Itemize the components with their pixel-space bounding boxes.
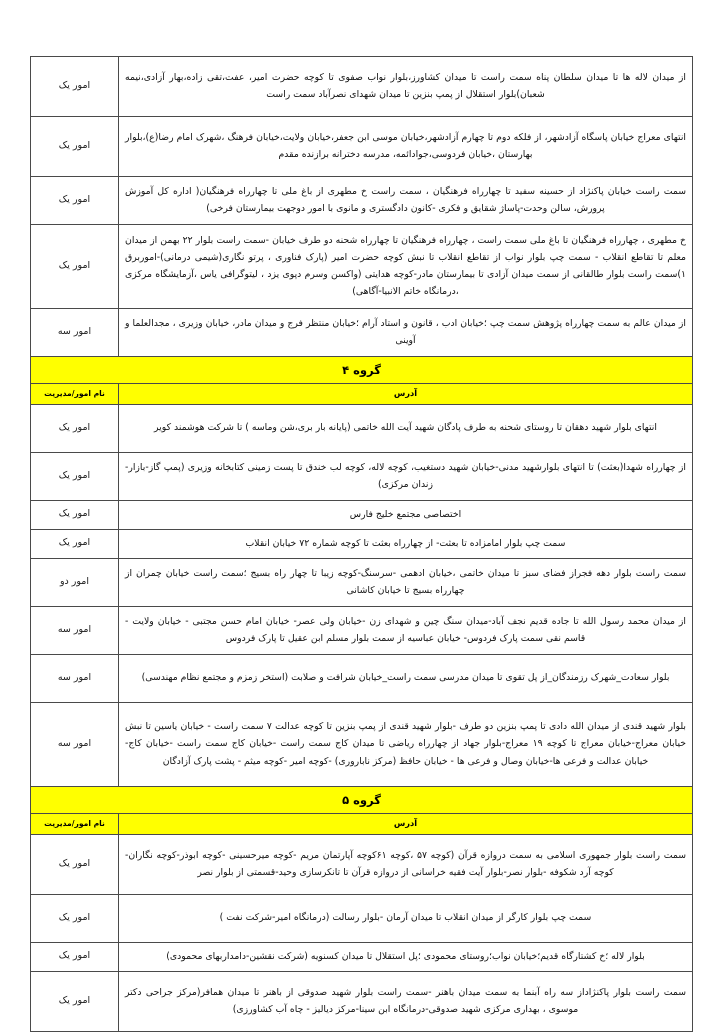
address-cell: اختصاصی مجتمع خلیج فارس [119, 500, 693, 529]
unit-name-cell: امور یک [31, 452, 119, 500]
address-cell: سمت چپ بلوار کارگر از میدان انقلاب تا میدان آرمان -بلوار رسالت (درمانگاه امیر-شرکت نفت ) [119, 894, 693, 942]
group-banner-row [31, 357, 693, 384]
address-cell: سمت راست بلوار پاکنژاداز سه راه آبنما به سمت میدان باهنر -سمت راست بلوار شهید صدوقی از باهنر تا میدان همافر(مرکز جراحی دکتر موسوی ، بهداری مرکزی شهید صدوقی-درمانگاه ابن سینا-مرکز دیالیز - چاه آب کشاورزی) [119, 971, 693, 1031]
address-cell: سمت راست خیابان پاکنژاد از حسینه سفید تا چهارراه فرهنگیان ، سمت راست خ مطهری از باغ ملی تا چهارراه فرهنگیان( اداره کل آموزش پرورش، سالن وحدت-پاساژ شقایق و فکری -کانون دادگستری و مانوی با امور دوجهت بیمارستان فرخی) [119, 177, 693, 225]
table-row [31, 655, 693, 703]
unit-name-cell: امور یک [31, 177, 119, 225]
table-row [31, 703, 693, 787]
address-cell: سمت راست بلوار جمهوری اسلامی به سمت دروازه قرآن (کوچه ۵۷ ،کوچه ۶۱کوچه آپارتمان مریم -کوچه میرحسینی -کوچه ابوذر-کوچه نگاران-کوچه آرد شکوفه -بلوار نصر-بلوار آیت فقیه خراسانی از دروازه قرآن تا تانکرسازی وحید-قسمتی از بلوار نصر [119, 834, 693, 894]
table-row [31, 177, 693, 225]
table-row [31, 309, 693, 357]
address-cell: از میدان عالم به سمت چهارراه پژوهش سمت چپ ؛خیابان ادب ، قانون و استاد آرام ؛خیابان منتظر فرج و میدان مادر، خیابان وزیری ، مجدالعلما و آوینی [119, 309, 693, 357]
address-table-body [31, 57, 693, 1032]
unit-name-cell: امور یک [31, 529, 119, 558]
unit-name-cell: امور سه [31, 703, 119, 787]
table-row [31, 942, 693, 971]
column-header-name: نام امور/مدیریت [31, 384, 119, 405]
unit-name-cell: امور یک [31, 225, 119, 309]
group-banner-row [31, 787, 693, 814]
column-header-row [31, 384, 693, 405]
address-cell: خ مطهری ، چهارراه فرهنگیان تا باغ ملی سمت راست ، چهارراه فرهنگیان تا چهارراه شحنه دو طرف خیابان -سمت راست بلوار ۲۲ بهمن از میدان معلم تا تقاطع انقلاب - سمت چپ بلوار نواب از تقاطع انقلاب تا نبش کوچه حضرت امیر (پارک فناوری ، پرتو نگاری(شیمی درمانی)-اموربرق ۱)سمت راست بلوار طالقانی از سمت میدان آزادی تا بیمارستان مادر-کوچه هدایتی (واکسن وسرم دپوی یزد ، لیتوگرافی یاس ،آزمایشگاه مرکزی ،درمانگاه خاتم الانبیا-آگاهی) [119, 225, 693, 309]
table-row [31, 894, 693, 942]
column-header-address: آدرس [119, 814, 693, 835]
address-cell: انتهای بلوار شهید دهقان تا روستای شحنه به طرف پادگان شهید آیت الله خاتمی (پایانه بار بری،شن وماسه ) تا شرکت هوشمند کویر [119, 404, 693, 452]
address-cell: بلوار سعادت_شهرک رزمندگان_از پل تقوی تا میدان مدرسی سمت راست_خیابان شرافت و صلابت (استخر زمزم و مجتمع نظام مهندسی) [119, 655, 693, 703]
column-header-row [31, 814, 693, 835]
unit-name-cell: امور سه [31, 607, 119, 655]
group-title: گروه ۵ [31, 787, 693, 814]
column-header-name: نام امور/مدیریت [31, 814, 119, 835]
table-row [31, 452, 693, 500]
unit-name-cell: امور یک [31, 500, 119, 529]
table-row [31, 529, 693, 558]
table-row [31, 117, 693, 177]
address-table [30, 56, 693, 1032]
table-row [31, 500, 693, 529]
unit-name-cell: امور یک [31, 57, 119, 117]
unit-name-cell: امور یک [31, 894, 119, 942]
address-cell: از میدان لاله ها تا میدان سلطان پناه سمت راست تا میدان کشاورز،بلوار نواب صفوی تا کوچه حضرت امیر، عفت،تقی زاده،بهار آزادی،نیمه شعبان)بلوار استقلال از پمپ بنزین تا میدان شهدای نصرآباد سمت راست [119, 57, 693, 117]
address-table-container [31, 56, 693, 1032]
table-row [31, 607, 693, 655]
address-cell: از چهارراه شهدا(بعثت) تا انتهای بلوارشهید مدنی-خیابان شهید دستغیب، کوچه لاله، کوچه لب خندق تا پست زمینی کتابخانه وزیری (پمپ گاز-بازار-زندان مرکزی) [119, 452, 693, 500]
address-cell: انتهای معراج خیابان پاسگاه آزادشهر، از فلکه دوم تا چهارم آزادشهر،خیابان موسی ابن جعفر،خیابان ولایت،خیابان فرهنگ ،شهرک امام رضا(ع)،بلوار بهارستان ،خیابان فردوسی،جوادائمه، مدرسه دخترانه برازنده مقدم [119, 117, 693, 177]
address-cell: سمت راست بلوار دهه فجراز فضای سبز تا میدان خاتمی ،خیابان ادهمی -سرسنگ-کوچه زیبا تا چهار راه بسیج ؛سمت راست خیابان چمران از چهارراه بسیج تا خیابان کاشانی [119, 559, 693, 607]
address-cell: سمت چپ بلوار امامزاده تا بعثت- از چهارراه بعثت تا کوچه شماره ۷۲ خیابان انقلاب [119, 529, 693, 558]
unit-name-cell: امور سه [31, 309, 119, 357]
unit-name-cell: امور یک [31, 404, 119, 452]
column-header-address: آدرس [119, 384, 693, 405]
address-cell: بلوار لاله ؛خ کشتارگاه قدیم؛خیابان نواب؛روستای محمودی ؛پل استقلال تا میدان کسنویه (شرکت نقشین-دامداربهای محمودی) [119, 942, 693, 971]
unit-name-cell: امور یک [31, 971, 119, 1031]
table-row [31, 834, 693, 894]
address-cell: از میدان محمد رسول الله تا جاده قدیم نجف آباد-میدان سنگ چین و شهدای زن -خیابان ولی عصر- خیابان امام حسن مجتبی - خیابان ولایت - قاسم نقی سمت پارک فردوس- خیابان عباسیه از سمت بلوار مسلم ابن عقیل تا پارک فردوس [119, 607, 693, 655]
unit-name-cell: امور یک [31, 834, 119, 894]
address-cell: بلوار شهید قندی از میدان الله دادی تا پمپ بنزین دو طرف -بلوار شهید قندی از پمپ بنزین تا کوچه عدالت ۷ سمت راست - خیابان یاسین تا نبش خیابان معراج-خیابان معراج تا کوچه ۱۹ معراج-بلوار جهاد از چهارراه ریاضی تا میدان کاج سمت راست -خیابان کاج سمت راست -خیابان کاج- خیابان عدالت و فرعی ها-خیابان وصال و فرعی ها - خیابان حافظ (مرکز ناباروری) -کوچه امیر -کوچه میثم - پشت پارک آزادگان [119, 703, 693, 787]
group-title: گروه ۴ [31, 357, 693, 384]
table-row [31, 225, 693, 309]
table-row [31, 57, 693, 117]
unit-name-cell: امور دو [31, 559, 119, 607]
unit-name-cell: امور سه [31, 655, 119, 703]
table-row [31, 559, 693, 607]
table-row [31, 971, 693, 1031]
unit-name-cell: امور یک [31, 117, 119, 177]
unit-name-cell: امور یک [31, 942, 119, 971]
table-row [31, 404, 693, 452]
